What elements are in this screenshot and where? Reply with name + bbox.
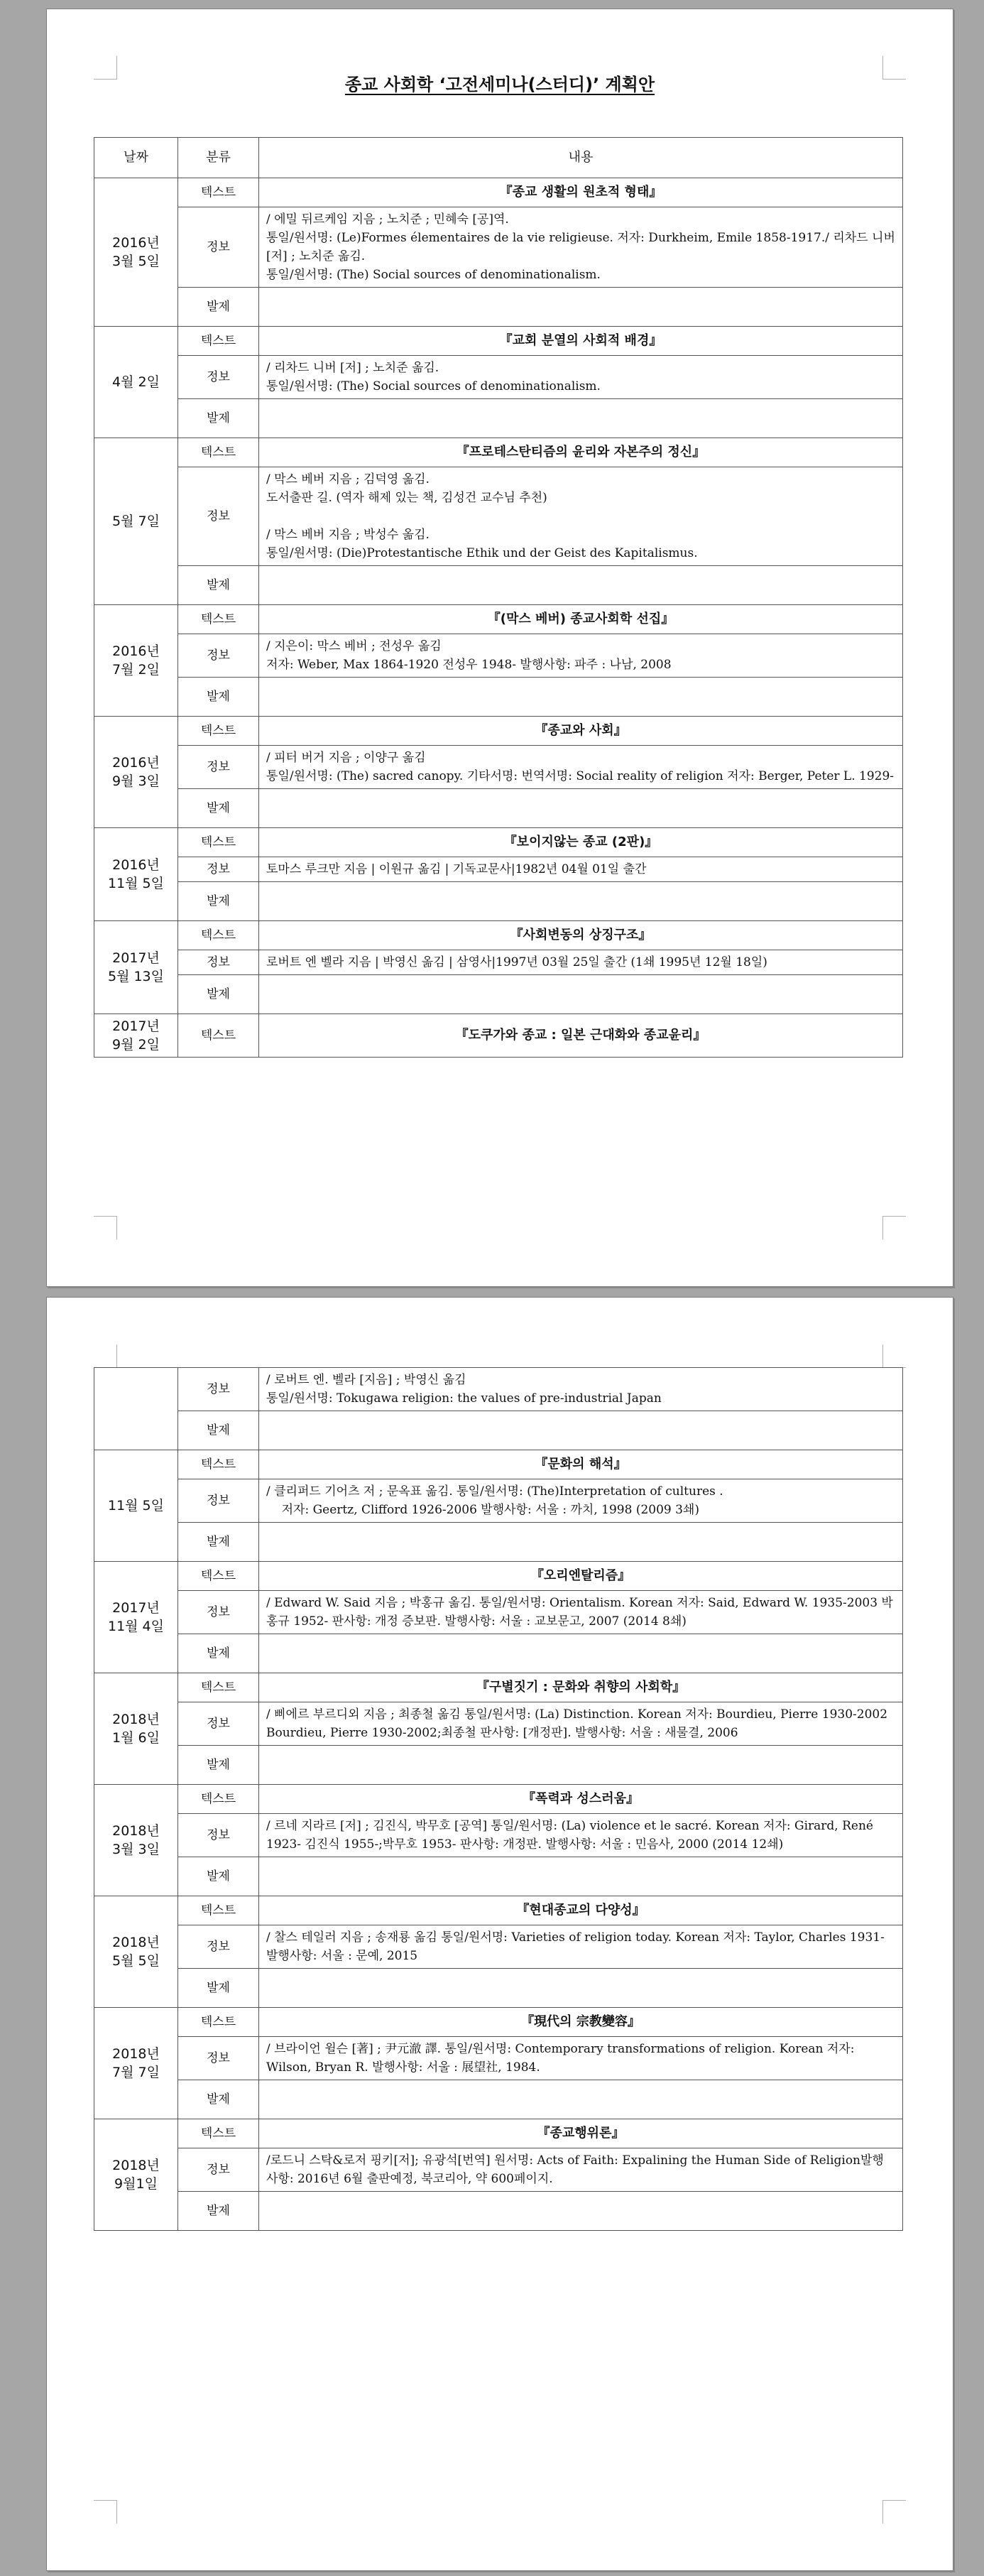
presentation-cell[interactable] — [259, 288, 903, 327]
book-title: 『종교 생활의 원초적 형태』 — [259, 178, 903, 207]
label-text: 텍스트 — [178, 921, 259, 950]
presentation-cell[interactable] — [259, 789, 903, 828]
book-info: /로드니 스탁&로저 핑키[저]; 유광석[번역] 원서명: Acts of Faith: Expalining the Human Side of Religion발행사항: 2016년 6월 출판예정, 북코리아, 약 600페이지. — [259, 2148, 903, 2192]
label-info: 정보 — [178, 207, 259, 288]
label-presentation: 발제 — [178, 1857, 259, 1896]
session-date: 2016년 3월 5일 — [94, 178, 178, 327]
presentation-cell[interactable] — [259, 678, 903, 717]
session-info-row — [94, 746, 903, 789]
label-presentation: 발제 — [178, 1523, 259, 1562]
label-text: 텍스트 — [178, 1673, 259, 1702]
label-presentation: 발제 — [178, 288, 259, 327]
session-date: 2017년 9월 2일 — [94, 1014, 178, 1058]
crop-mark — [882, 1216, 906, 1239]
label-info: 정보 — [178, 1814, 259, 1857]
presentation-cell[interactable] — [259, 2192, 903, 2231]
header-date: 날짜 — [94, 138, 178, 178]
label-info: 정보 — [178, 2037, 259, 2080]
document-title: 종교 사회학 ‘고전세미나(스터디)’ 계획안 — [344, 75, 655, 94]
session-text-row — [94, 2008, 903, 2037]
session-presentation-row — [94, 789, 903, 828]
book-info: / 클리퍼드 기어츠 저 ; 문옥표 옮김. 통일/원서명: (The)Interpretation of cultures . 저자: Geertz, Clifford 1926-2006 발행사항: 서울 : 까치, 1998 (2009 3쇄) — [259, 1479, 903, 1523]
session-date: 5월 7일 — [94, 438, 178, 605]
label-info: 정보 — [178, 2148, 259, 2192]
session-text-row — [94, 1673, 903, 1702]
presentation-cell[interactable] — [259, 1857, 903, 1896]
book-title: 『종교와 사회』 — [259, 717, 903, 746]
label-text: 텍스트 — [178, 2119, 259, 2148]
label-presentation: 발제 — [178, 1634, 259, 1673]
seminar-plan-table-continued — [94, 1367, 903, 2231]
session-text-row — [94, 2119, 903, 2148]
session-info-row — [94, 1479, 903, 1523]
label-text: 텍스트 — [178, 1450, 259, 1479]
label-text: 텍스트 — [178, 438, 259, 467]
presentation-cell[interactable] — [259, 1411, 903, 1450]
label-info: 정보 — [178, 746, 259, 789]
session-date: 2016년 11월 5일 — [94, 828, 178, 921]
book-info: / 르네 지라르 [저] ; 김진식, 박무호 [공역] 통일/원서명: (La) violence et le sacré. Korean 저자: Girard, René 1923- 김진식 1955-;박무호 1953- 판사항: 개정판. 발행사항: 서울 : 민음사, 2000 (2014 12쇄) — [259, 1814, 903, 1857]
session-date: 2018년 7월 7일 — [94, 2008, 178, 2119]
session-text-row — [94, 1785, 903, 1814]
session-info-row — [94, 634, 903, 678]
session-presentation-row — [94, 1969, 903, 2008]
book-info: / Edward W. Said 지음 ; 박홍규 옮김. 통일/원서명: Orientalism. Korean 저자: Said, Edward W. 1935-2003 박홍규 1952- 판사항: 개정 증보판. 발행사항: 서울 : 교보문고, 2007 (2014 8쇄) — [259, 1591, 903, 1634]
session-info-row — [94, 950, 903, 975]
session-date: 2018년 9월1일 — [94, 2119, 178, 2231]
label-presentation: 발제 — [178, 2192, 259, 2231]
book-info: / 로버트 엔. 벨라 [지음] ; 박영신 옮김 통일/원서명: Tokugawa religion: the values of pre-industrial Japan — [259, 1368, 903, 1411]
session-date: 4월 2일 — [94, 327, 178, 438]
book-title: 『종교행위론』 — [259, 2119, 903, 2148]
book-info: / 막스 베버 지음 ; 김덕영 옮김. 도서출판 길. (역자 해제 있는 책, 김성건 교수님 추천) / 막스 베버 지음 ; 박성수 옮김. 통일/원서명: (Die)Protestantische Ethik und der Geist des Kapitalismus. — [259, 467, 903, 566]
session-date: 2018년 3월 3일 — [94, 1785, 178, 1896]
book-info: / 브라이언 윌슨 [著] ; 尹元澈 譯. 통일/원서명: Contemporary transformations of religion. Korean 저자: Wilson, Bryan R. 발행사항: 서울 : 展望社, 1984. — [259, 2037, 903, 2080]
book-title: 『폭력과 성스러움』 — [259, 1785, 903, 1814]
session-date: 2017년 11월 4일 — [94, 1562, 178, 1673]
label-presentation: 발제 — [178, 1969, 259, 2008]
book-info: / 피터 버거 지음 ; 이양구 옮김 통일/원서명: (The) sacred canopy. 기타서명: 번역서명: Social reality of religion 저자: Berger, Peter L. 1929- — [259, 746, 903, 789]
label-presentation: 발제 — [178, 399, 259, 438]
header-category: 분류 — [178, 138, 259, 178]
label-info: 정보 — [178, 1925, 259, 1969]
book-title: 『문화의 해석』 — [259, 1450, 903, 1479]
label-presentation: 발제 — [178, 975, 259, 1014]
presentation-cell[interactable] — [259, 399, 903, 438]
label-info: 정보 — [178, 1368, 259, 1411]
book-info: / 삐에르 부르디외 지음 ; 최종철 옮김 통일/원서명: (La) Distinction. Korean 저자: Bourdieu, Pierre 1930-2002 Bourdieu, Pierre 1930-2002;최종철 판사항: [개정판]. 발행사항: 서울 : 새물결, 2006 — [259, 1702, 903, 1746]
session-presentation-row — [94, 1523, 903, 1562]
session-text-row — [94, 1562, 903, 1591]
label-info: 정보 — [178, 950, 259, 975]
crop-mark — [882, 1344, 906, 1368]
session-presentation-row — [94, 1746, 903, 1785]
book-title: 『프로테스탄티즘의 윤리와 자본주의 정신』 — [259, 438, 903, 467]
session-text-row — [94, 921, 903, 950]
seminar-plan-table — [94, 137, 903, 1058]
session-date: 2017년 5월 13일 — [94, 921, 178, 1014]
book-title: 『도쿠가와 종교 : 일본 근대화와 종교윤리』 — [259, 1014, 903, 1058]
session-text-row — [94, 327, 903, 356]
label-text: 텍스트 — [178, 605, 259, 634]
book-info: / 에밀 뒤르케임 지음 ; 노치준 ; 민혜숙 [공]역. 통일/원서명: (Le)Formes élementaires de la vie religieuse. 저자: Durkheim, Emile 1858-1917./ 리차드 니버 [저] ; 노치준 옮김. 통일/원서명: (The) Social sources of denominationalism. — [259, 207, 903, 288]
label-text: 텍스트 — [178, 178, 259, 207]
book-title: 『現代의 宗教變容』 — [259, 2008, 903, 2037]
session-info-row — [94, 857, 903, 882]
label-text: 텍스트 — [178, 828, 259, 857]
session-presentation-row — [94, 1634, 903, 1673]
session-presentation-row — [94, 566, 903, 605]
label-info: 정보 — [178, 467, 259, 566]
document-page-1 — [46, 9, 953, 1287]
label-text: 텍스트 — [178, 2008, 259, 2037]
book-title: 『현대종교의 다양성』 — [259, 1896, 903, 1925]
presentation-cell[interactable] — [259, 566, 903, 605]
label-info: 정보 — [178, 356, 259, 399]
session-presentation-row — [94, 399, 903, 438]
book-title: 『오리엔탈리즘』 — [259, 1562, 903, 1591]
crop-mark — [94, 1344, 117, 1368]
session-info-row — [94, 1925, 903, 1969]
document-page-2 — [46, 1297, 953, 2571]
session-presentation-row — [94, 975, 903, 1014]
label-info: 정보 — [178, 1479, 259, 1523]
crop-mark — [882, 2500, 906, 2523]
label-presentation: 발제 — [178, 678, 259, 717]
label-text: 텍스트 — [178, 1562, 259, 1591]
presentation-cell[interactable] — [259, 2080, 903, 2119]
session-info-row — [94, 1814, 903, 1857]
presentation-cell[interactable] — [259, 882, 903, 921]
session-date: 11월 5일 — [94, 1450, 178, 1562]
label-presentation: 발제 — [178, 882, 259, 921]
table-header-row — [94, 138, 903, 178]
label-info: 정보 — [178, 634, 259, 678]
crop-mark — [94, 2500, 117, 2523]
label-text: 텍스트 — [178, 717, 259, 746]
session-info-row — [94, 2037, 903, 2080]
session-date: 2016년 9월 3일 — [94, 717, 178, 828]
book-title: 『구별짓기 : 문화와 취향의 사회학』 — [259, 1673, 903, 1702]
session-text-row — [94, 605, 903, 634]
header-content: 내용 — [259, 138, 903, 178]
session-text-row — [94, 1014, 903, 1058]
session-presentation-row — [94, 1857, 903, 1896]
session-date-continued — [94, 1368, 178, 1450]
book-info: / 리차드 니버 [저] ; 노치준 옮김. 통일/원서명: (The) Social sources of denominationalism. — [259, 356, 903, 399]
presentation-cell[interactable] — [259, 1969, 903, 2008]
label-text: 텍스트 — [178, 1014, 259, 1058]
session-presentation-row — [94, 882, 903, 921]
book-title: 『(막스 베버) 종교사회학 선집』 — [259, 605, 903, 634]
session-info-row — [94, 2148, 903, 2192]
session-text-row — [94, 438, 903, 467]
book-info: / 찰스 테일러 지음 ; 송재룡 옮김 통일/원서명: Varieties of religion today. Korean 저자: Taylor, Charles 1931-발행사항: 서울 : 문예, 2015 — [259, 1925, 903, 1969]
session-text-row — [94, 828, 903, 857]
session-date: 2018년 5월 5일 — [94, 1896, 178, 2008]
session-text-row — [94, 717, 903, 746]
book-info: 로버트 엔 벨라 지음 | 박영신 옮김 | 삼영사|1997년 03월 25일 출간 (1쇄 1995년 12월 18일) — [259, 950, 903, 975]
session-presentation-row — [94, 678, 903, 717]
label-presentation: 발제 — [178, 1746, 259, 1785]
book-title: 『교회 분열의 사회적 배경』 — [259, 327, 903, 356]
session-info-row — [94, 1591, 903, 1634]
session-text-row — [94, 1896, 903, 1925]
session-presentation-row — [94, 1411, 903, 1450]
book-title: 『보이지않는 종교 (2판)』 — [259, 828, 903, 857]
session-presentation-row — [94, 2080, 903, 2119]
label-text: 텍스트 — [178, 1785, 259, 1814]
presentation-cell[interactable] — [259, 975, 903, 1014]
label-presentation: 발제 — [178, 1411, 259, 1450]
label-presentation: 발제 — [178, 789, 259, 828]
book-title: 『사회변동의 상징구조』 — [259, 921, 903, 950]
session-info-row — [94, 1702, 903, 1746]
session-info-row — [94, 1368, 903, 1411]
presentation-cell[interactable] — [259, 1746, 903, 1785]
label-text: 텍스트 — [178, 327, 259, 356]
label-info: 정보 — [178, 1591, 259, 1634]
label-text: 텍스트 — [178, 1896, 259, 1925]
session-info-row — [94, 467, 903, 566]
session-date: 2018년 1월 6일 — [94, 1673, 178, 1785]
session-presentation-row — [94, 2192, 903, 2231]
session-info-row — [94, 356, 903, 399]
label-presentation: 발제 — [178, 2080, 259, 2119]
label-info: 정보 — [178, 857, 259, 882]
session-info-row — [94, 207, 903, 288]
presentation-cell[interactable] — [259, 1634, 903, 1673]
session-text-row — [94, 1450, 903, 1479]
book-info: / 지은이: 막스 베버 ; 전성우 옮김 저자: Weber, Max 1864-1920 전성우 1948- 발행사항: 파주 : 나남, 2008 — [259, 634, 903, 678]
label-presentation: 발제 — [178, 566, 259, 605]
session-date: 2016년 7월 2일 — [94, 605, 178, 717]
label-info: 정보 — [178, 1702, 259, 1746]
session-text-row — [94, 178, 903, 207]
crop-mark — [94, 1216, 117, 1239]
session-presentation-row — [94, 288, 903, 327]
book-info: 토마스 루크만 지음 | 이원규 옮김 | 기독교문사|1982년 04월 01일 출간 — [259, 857, 903, 882]
presentation-cell[interactable] — [259, 1523, 903, 1562]
